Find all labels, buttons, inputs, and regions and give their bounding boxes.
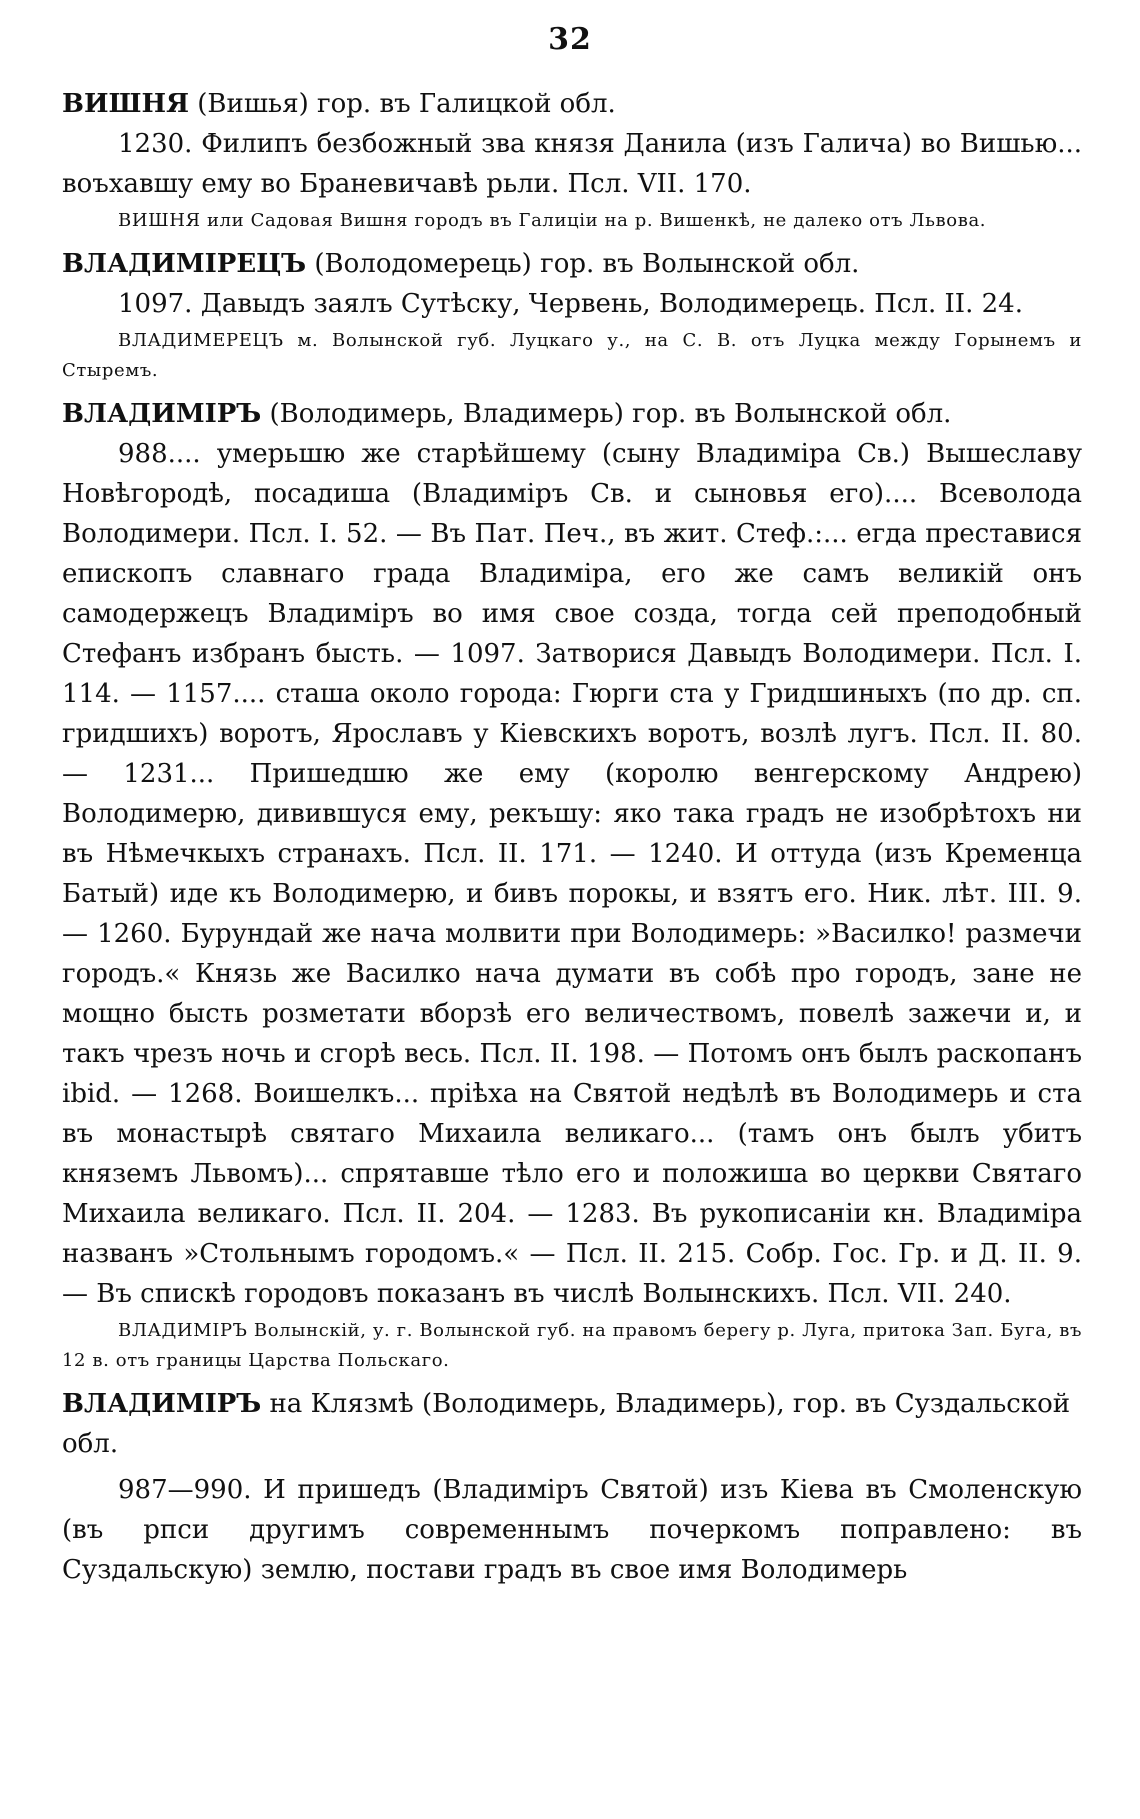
entry-head-description: (Володомерець) гор. въ Волынской обл. <box>314 249 860 279</box>
entry-heading <box>62 84 1082 124</box>
entry-quote: 1230. Филипъ безбожный зва князя Данила (изъ Галича) во Вишью... воъхавшу ему во Браневичавѣ рьли. Псл. VII. 170. <box>62 129 1082 199</box>
entry-vladimir-volynsky <box>62 394 1082 1376</box>
entry-head-description: (Володимерь, Владимерь) гор. въ Волынской обл. <box>269 399 952 429</box>
entry-heading <box>62 394 1082 434</box>
entry-headword: ВИШНЯ <box>62 89 190 119</box>
entry-vladimir-klyazma <box>62 1384 1082 1590</box>
entry-note: ВИШНЯ или Садовая Вишня городъ въ Галиціи на р. Вишенкѣ, не далеко отъ Львова. <box>118 210 987 231</box>
entry-note: ВЛАДИМІРЪ Волынскій, у. г. Волынской губ. на правомъ берегу р. Луга, притока Зап. Буга, въ 12 в. отъ границы Царства Польскаго. <box>62 1320 1083 1371</box>
entry-quote: 987—990. И пришедъ (Владиміръ Святой) изъ Кіева въ Смоленскую (въ рпси другимъ современнымъ почеркомъ поправлено: въ Суздальскую) землю, постави градъ въ свое имя Володимерь <box>62 1475 1082 1585</box>
entry-note: ВЛАДИМЕРЕЦЪ м. Волынской губ. Луцкаго у., на С. В. отъ Луцка между Горынемъ и Стыремъ. <box>62 330 1082 381</box>
entry-vladimirets <box>62 244 1082 386</box>
entry-heading <box>62 244 1082 284</box>
entry-headword: ВЛАДИМІРЪ <box>62 1389 262 1419</box>
entry-head-description: (Вишья) гор. въ Галицкой обл. <box>197 89 616 119</box>
entry-quote: 988.... умерьшю же старѣйшему (сыну Владиміра Св.) Вышеславу Новѣгородѣ, посадиша (Владиміръ Св. и сыновья его).... Всеволода Володимери. Псл. I. 52. — Въ Пат. Печ., въ жит. Стеф.:... егда преставися епископъ славнаго града Владиміра, его же самъ великій онъ самодержецъ Владиміръ во имя свое созда, тогда сей преподобный Стефанъ избранъ бысть. — 1097. Затворися Давыдъ Володимери. Псл. I. 114. — 1157.... сташа около города: Гюрги ста у Гридшиныхъ (по др. сп. гридшихъ) воротъ, Ярославъ у Кіевскихъ воротъ, возлѣ лугъ. Псл. II. 80. — 1231... Пришедшю же ему (королю венгерскому Андрею) Володимерю, дивившуся ему, рекъшу: яко така градъ не изобрѣтохъ ни въ Нѣмечкыхъ странахъ. Псл. II. 171. — 1240. И оттуда (изъ Кременца Батый) иде къ Володимерю, и бивъ порокы, и взятъ его. Ник. лѣт. III. 9. — 1260. Бурундай же нача молвити при Володимерь: »Василко! размечи городъ.« Князь же Василко нача думати въ собѣ про городъ, зане не мощно бысть розметати вборзѣ его величествомъ, повелѣ зажечи и, и такъ чрезъ ночь и сгорѣ весь. Псл. II. 198. — Потомъ онъ былъ раскопанъ ibid. — 1268. Воишелкъ... пріѣха на Святой недѣлѣ въ Володимерь и ста въ монастырѣ святаго Михаила великаго... (тамъ онъ былъ убитъ княземъ Львомъ)... спрятавше тѣло его и положиша во церкви Святаго Михаила великаго. Псл. II. 204. — 1283. Въ рукописаніи кн. Владиміра названъ »Стольнымъ городомъ.« — Псл. II. 215. Собр. Гос. Гр. и Д. II. 9. — Въ спискѣ городовъ показанъ въ числѣ Волынскихъ. Псл. VII. 240. <box>62 439 1082 1309</box>
entry-vishnya <box>62 84 1082 236</box>
entry-heading <box>62 1384 1082 1464</box>
gazetteer-entries <box>62 84 1082 1590</box>
page-number: 32 <box>548 22 592 57</box>
entry-quote: 1097. Давыдъ заялъ Сутѣску, Червень, Володимерець. Псл. II. 24. <box>118 289 1023 319</box>
entry-headword: ВЛАДИМІРЕЦЪ <box>62 249 307 279</box>
entry-head-description: на Клязмѣ (Володимерь, Владимерь), гор. въ Суздальской обл. <box>62 1389 1071 1459</box>
entry-headword: ВЛАДИМІРЪ <box>62 399 262 429</box>
